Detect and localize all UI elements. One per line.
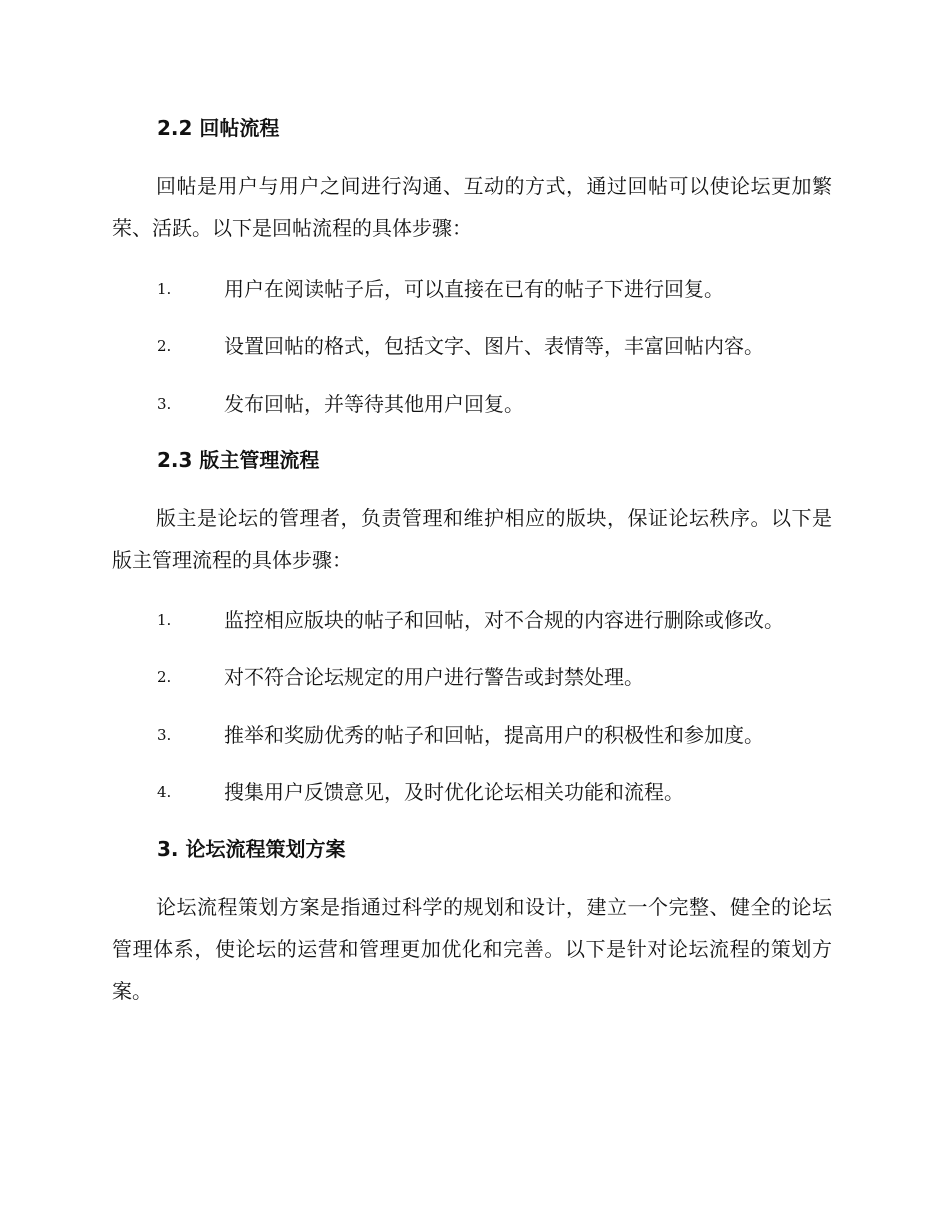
- list-item-text: 监控相应版块的帖子和回帖，对不合规的内容进行删除或修改。: [224, 608, 784, 632]
- list-item-text: 对不符合论坛规定的用户进行警告或封禁处理。: [224, 665, 644, 689]
- list-item-number: 1.: [157, 611, 172, 629]
- section-2-3-heading: 2.3 版主管理流程: [157, 448, 320, 472]
- list-item-text: 设置回帖的格式，包括文字、图片、表情等，丰富回帖内容。: [224, 334, 764, 358]
- list-item-text: 用户在阅读帖子后，可以直接在已有的帖子下进行回复。: [224, 277, 724, 301]
- list-item-number: 2.: [157, 337, 172, 355]
- section-2-2-intro: 回帖是用户与用户之间进行沟通、互动的方式，通过回帖可以使论坛更加繁荣、活跃。以下是回帖流程的具体步骤：: [112, 174, 832, 240]
- list-item-number: 2.: [157, 668, 172, 686]
- list-item-number: 3.: [157, 395, 172, 413]
- list-item-number: 4.: [157, 783, 172, 801]
- list-item-text: 推举和奖励优秀的帖子和回帖，提高用户的积极性和参加度。: [224, 723, 764, 747]
- section-2-2-heading: 2.2 回帖流程: [157, 116, 280, 140]
- list-item-text: 发布回帖，并等待其他用户回复。: [224, 392, 524, 416]
- list-item-number: 1.: [157, 280, 172, 298]
- list-item-number: 3.: [157, 726, 172, 744]
- section-3-heading: 3. 论坛流程策划方案: [157, 837, 346, 861]
- list-item-text: 搜集用户反馈意见，及时优化论坛相关功能和流程。: [224, 780, 684, 804]
- section-3-intro: 论坛流程策划方案是指通过科学的规划和设计，建立一个完整、健全的论坛管理体系，使论坛的运营和管理更加优化和完善。以下是针对论坛流程的策划方案。: [112, 895, 832, 1003]
- section-2-3-intro: 版主是论坛的管理者，负责管理和维护相应的版块，保证论坛秩序。以下是版主管理流程的具体步骤：: [112, 506, 832, 572]
